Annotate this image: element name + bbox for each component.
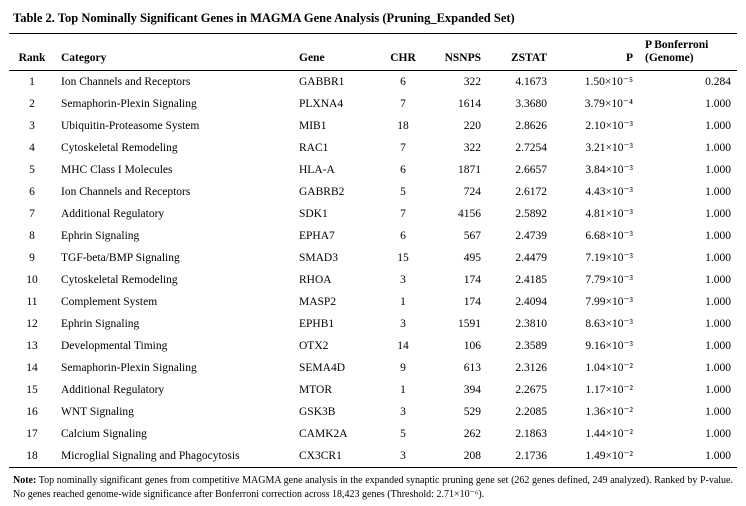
table-cell-gene: CX3CR1 bbox=[299, 450, 342, 462]
table-cell-p-bonferroni: 1.000 bbox=[705, 230, 731, 242]
table-cell-nsnps: 1591 bbox=[458, 318, 481, 330]
table-cell-chr: 18 bbox=[397, 120, 409, 132]
column-header-rank bbox=[9, 34, 55, 71]
table-cell-gene: MASP2 bbox=[299, 296, 337, 308]
table-row bbox=[9, 159, 737, 181]
table-cell-chr: 6 bbox=[400, 164, 406, 176]
table-cell-p: 1.44×10⁻² bbox=[585, 428, 633, 440]
table-note bbox=[9, 474, 737, 501]
table-cell-zstat: 2.6172 bbox=[515, 186, 547, 198]
column-header-label: Gene bbox=[299, 52, 325, 64]
table-cell-nsnps: 106 bbox=[463, 340, 481, 352]
table-cell-zstat: 2.3589 bbox=[515, 340, 547, 352]
table-row bbox=[9, 357, 737, 379]
table-cell-p: 2.10×10⁻³ bbox=[585, 120, 633, 132]
table-cell-p: 7.99×10⁻³ bbox=[585, 296, 633, 308]
table-row bbox=[9, 445, 737, 468]
table-row bbox=[9, 313, 737, 335]
table-cell-p: 7.19×10⁻³ bbox=[585, 252, 633, 264]
table-cell-p-bonferroni: 1.000 bbox=[705, 318, 731, 330]
table-cell-p-bonferroni: 1.000 bbox=[705, 450, 731, 462]
table-cell-p-bonferroni: 1.000 bbox=[705, 252, 731, 264]
table-row bbox=[9, 335, 737, 357]
column-header-label: ZSTAT bbox=[510, 52, 547, 64]
table-cell-p: 1.04×10⁻² bbox=[585, 362, 633, 374]
table-cell-category: Complement System bbox=[61, 296, 158, 308]
table-cell-chr: 3 bbox=[400, 274, 406, 286]
column-header-label: Rank bbox=[18, 52, 46, 64]
table-cell-zstat: 2.2675 bbox=[515, 384, 547, 396]
table-cell-category: WNT Signaling bbox=[61, 406, 134, 418]
table-cell-chr: 5 bbox=[400, 428, 406, 440]
column-header-category bbox=[55, 34, 293, 71]
table-cell-chr: 7 bbox=[400, 98, 406, 110]
table-body bbox=[9, 71, 737, 468]
table-cell-zstat: 2.4094 bbox=[515, 296, 547, 308]
table-cell-p-bonferroni: 1.000 bbox=[705, 98, 731, 110]
table-cell-gene: MTOR bbox=[299, 384, 333, 396]
table-cell-gene: PLXNA4 bbox=[299, 98, 344, 110]
table-cell-zstat: 2.4479 bbox=[515, 252, 547, 264]
table-row bbox=[9, 423, 737, 445]
table-cell-p-bonferroni: 1.000 bbox=[705, 164, 731, 176]
table-row bbox=[9, 181, 737, 203]
table-cell-category: MHC Class I Molecules bbox=[61, 164, 173, 176]
table-cell-rank: 7 bbox=[29, 208, 35, 220]
table-cell-zstat: 2.3810 bbox=[515, 318, 547, 330]
table-cell-category: Ephrin Signaling bbox=[61, 318, 140, 330]
table-row bbox=[9, 115, 737, 137]
table-cell-gene: OTX2 bbox=[299, 340, 329, 352]
column-header-p bbox=[553, 34, 639, 71]
table-cell-chr: 3 bbox=[400, 406, 406, 418]
table-cell-nsnps: 208 bbox=[463, 450, 481, 462]
table-row bbox=[9, 93, 737, 115]
table-cell-nsnps: 724 bbox=[463, 186, 481, 198]
table-cell-category: Semaphorin-Plexin Signaling bbox=[61, 362, 197, 374]
column-header-label: NSNPS bbox=[444, 52, 481, 64]
table-cell-p-bonferroni: 1.000 bbox=[705, 296, 731, 308]
table-cell-gene: SMAD3 bbox=[299, 252, 338, 264]
table-cell-gene: RAC1 bbox=[299, 142, 329, 154]
table-cell-category: Additional Regulatory bbox=[61, 208, 165, 220]
table-row bbox=[9, 269, 737, 291]
table-cell-nsnps: 529 bbox=[463, 406, 481, 418]
table-cell-chr: 1 bbox=[400, 296, 406, 308]
table-cell-nsnps: 394 bbox=[463, 384, 481, 396]
table-cell-gene: GABBR1 bbox=[299, 76, 345, 88]
column-header-chr bbox=[381, 34, 425, 71]
table-cell-nsnps: 567 bbox=[463, 230, 481, 242]
table-cell-category: Calcium Signaling bbox=[61, 428, 147, 440]
table-cell-p: 7.79×10⁻³ bbox=[585, 274, 633, 286]
table-cell-nsnps: 1614 bbox=[458, 98, 481, 110]
table-cell-chr: 1 bbox=[400, 384, 406, 396]
table-cell-p-bonferroni: 1.000 bbox=[705, 362, 731, 374]
table-cell-nsnps: 262 bbox=[463, 428, 481, 440]
column-header-label: Category bbox=[61, 52, 107, 64]
table-cell-category: TGF-beta/BMP Signaling bbox=[61, 252, 180, 264]
table-cell-chr: 7 bbox=[400, 208, 406, 220]
table-cell-chr: 7 bbox=[400, 142, 406, 154]
table-cell-nsnps: 4156 bbox=[458, 208, 481, 220]
table-cell-category: Ubiquitin-Proteasome System bbox=[61, 120, 200, 132]
table-cell-category: Additional Regulatory bbox=[61, 384, 165, 396]
table-cell-category: Semaphorin-Plexin Signaling bbox=[61, 98, 197, 110]
table-cell-nsnps: 322 bbox=[463, 76, 481, 88]
table-cell-chr: 3 bbox=[400, 450, 406, 462]
table-cell-zstat: 2.4185 bbox=[515, 274, 547, 286]
table-cell-zstat: 2.3126 bbox=[515, 362, 547, 374]
table-cell-p-bonferroni: 1.000 bbox=[705, 186, 731, 198]
table-cell-p: 1.17×10⁻² bbox=[585, 384, 633, 396]
table-cell-rank: 3 bbox=[29, 120, 35, 132]
column-header-label: P bbox=[625, 52, 633, 64]
table-cell-nsnps: 174 bbox=[463, 274, 481, 286]
table-cell-gene: GABRB2 bbox=[299, 186, 345, 198]
table-cell-chr: 3 bbox=[400, 318, 406, 330]
table-cell-gene: HLA-A bbox=[299, 164, 335, 176]
table-cell-category: Ion Channels and Receptors bbox=[61, 76, 191, 88]
table-cell-category: Microglial Signaling and Phagocytosis bbox=[61, 450, 240, 462]
table-cell-p: 3.84×10⁻³ bbox=[585, 164, 633, 176]
table-cell-rank: 13 bbox=[26, 340, 38, 352]
table-cell-gene: EPHB1 bbox=[299, 318, 335, 330]
table-cell-p: 8.63×10⁻³ bbox=[585, 318, 633, 330]
column-header-zstat bbox=[487, 34, 553, 71]
table-cell-p: 3.79×10⁻⁴ bbox=[584, 98, 633, 110]
column-header-label: CHR bbox=[390, 52, 416, 64]
table-cell-zstat: 3.3680 bbox=[515, 98, 547, 110]
table-cell-zstat: 2.1736 bbox=[515, 450, 547, 462]
table-row bbox=[9, 137, 737, 159]
table-cell-p-bonferroni: 0.284 bbox=[705, 76, 731, 88]
column-header-gene bbox=[293, 34, 381, 71]
table-cell-p: 6.68×10⁻³ bbox=[585, 230, 633, 242]
table-cell-rank: 6 bbox=[29, 186, 35, 198]
table-cell-p: 3.21×10⁻³ bbox=[585, 142, 633, 154]
table-cell-category: Developmental Timing bbox=[61, 340, 168, 352]
table-cell-zstat: 2.7254 bbox=[515, 142, 547, 154]
table-cell-rank: 11 bbox=[26, 296, 38, 308]
table-cell-gene: CAMK2A bbox=[299, 428, 348, 440]
table-cell-rank: 16 bbox=[26, 406, 38, 418]
table-cell-zstat: 4.1673 bbox=[515, 76, 547, 88]
table-title: Table 2. Top Nominally Significant Genes in MAGMA Gene Analysis (Pruning_Expanded Set) bbox=[13, 11, 515, 25]
table-row bbox=[9, 401, 737, 423]
table-cell-nsnps: 220 bbox=[463, 120, 481, 132]
table-cell-category: Ephrin Signaling bbox=[61, 230, 140, 242]
table-row bbox=[9, 379, 737, 401]
table-cell-nsnps: 495 bbox=[463, 252, 481, 264]
table-cell-gene: MIB1 bbox=[299, 120, 327, 132]
table-cell-rank: 8 bbox=[29, 230, 35, 242]
table-cell-chr: 15 bbox=[397, 252, 409, 264]
note-label: Note: bbox=[13, 475, 37, 486]
table-cell-chr: 6 bbox=[400, 76, 406, 88]
table-cell-category: Ion Channels and Receptors bbox=[61, 186, 191, 198]
table-cell-chr: 6 bbox=[400, 230, 406, 242]
table-cell-p-bonferroni: 1.000 bbox=[705, 384, 731, 396]
table-row bbox=[9, 247, 737, 269]
header-row bbox=[9, 34, 737, 71]
table-cell-p-bonferroni: 1.000 bbox=[705, 208, 731, 220]
table-cell-zstat: 2.6657 bbox=[515, 164, 547, 176]
table-cell-gene: GSK3B bbox=[299, 406, 336, 418]
note-text: Top nominally significant genes from competitive MAGMA gene analysis in the expanded synaptic pruning gene set (262 genes defined, 249 analyzed). Ranked by P-value. No genes reached genome-wide significance after Bonferroni correction across 18,423 genes (Threshold: 2.71×10⁻⁶). bbox=[13, 475, 733, 500]
table-cell-p-bonferroni: 1.000 bbox=[705, 428, 731, 440]
table-cell-rank: 17 bbox=[26, 428, 38, 440]
table-cell-gene: EPHA7 bbox=[299, 230, 335, 242]
table-cell-p: 1.49×10⁻² bbox=[585, 450, 633, 462]
table-cell-nsnps: 613 bbox=[463, 362, 481, 374]
table-cell-zstat: 2.5892 bbox=[515, 208, 547, 220]
table-cell-p: 1.50×10⁻⁵ bbox=[584, 76, 633, 88]
table-cell-nsnps: 174 bbox=[463, 296, 481, 308]
table-cell-rank: 12 bbox=[26, 318, 38, 330]
table-cell-p-bonferroni: 1.000 bbox=[705, 340, 731, 352]
table-cell-p-bonferroni: 1.000 bbox=[705, 142, 731, 154]
column-header-p-bonferroni bbox=[639, 34, 737, 71]
table-row bbox=[9, 71, 737, 94]
table-cell-p-bonferroni: 1.000 bbox=[705, 274, 731, 286]
table-cell-chr: 9 bbox=[400, 362, 406, 374]
table-cell-zstat: 2.2085 bbox=[515, 406, 547, 418]
table-cell-nsnps: 322 bbox=[463, 142, 481, 154]
table-cell-p-bonferroni: 1.000 bbox=[705, 406, 731, 418]
genes-table bbox=[9, 33, 737, 468]
table-cell-nsnps: 1871 bbox=[458, 164, 481, 176]
table-cell-rank: 1 bbox=[29, 76, 35, 88]
table-cell-category: Cytoskeletal Remodeling bbox=[61, 142, 178, 154]
table-cell-p: 4.81×10⁻³ bbox=[585, 208, 633, 220]
table-cell-rank: 14 bbox=[26, 362, 38, 374]
table-cell-rank: 5 bbox=[29, 164, 35, 176]
table-row bbox=[9, 291, 737, 313]
column-header-label: P Bonferroni (Genome) bbox=[645, 39, 709, 64]
table-header bbox=[9, 34, 737, 71]
table-cell-rank: 9 bbox=[29, 252, 35, 264]
table-cell-rank: 2 bbox=[29, 98, 35, 110]
table-cell-gene: SEMA4D bbox=[299, 362, 346, 374]
table-cell-zstat: 2.1863 bbox=[515, 428, 547, 440]
table-cell-rank: 18 bbox=[26, 450, 38, 462]
table-cell-chr: 5 bbox=[400, 186, 406, 198]
table-row bbox=[9, 203, 737, 225]
table-cell-rank: 10 bbox=[26, 274, 38, 286]
table-cell-p-bonferroni: 1.000 bbox=[705, 120, 731, 132]
table-row bbox=[9, 225, 737, 247]
table-cell-rank: 15 bbox=[26, 384, 38, 396]
table-cell-p: 1.36×10⁻² bbox=[585, 406, 633, 418]
table-cell-gene: SDK1 bbox=[299, 208, 328, 220]
table-cell-zstat: 2.8626 bbox=[515, 120, 547, 132]
table-cell-category: Cytoskeletal Remodeling bbox=[61, 274, 178, 286]
table-cell-rank: 4 bbox=[29, 142, 35, 154]
table-cell-p: 4.43×10⁻³ bbox=[585, 186, 633, 198]
table-cell-p: 9.16×10⁻³ bbox=[585, 340, 633, 352]
table-cell-gene: RHOA bbox=[299, 274, 332, 286]
column-header-nsnps bbox=[425, 34, 487, 71]
table-cell-zstat: 2.4739 bbox=[515, 230, 547, 242]
table-cell-chr: 14 bbox=[397, 340, 409, 352]
